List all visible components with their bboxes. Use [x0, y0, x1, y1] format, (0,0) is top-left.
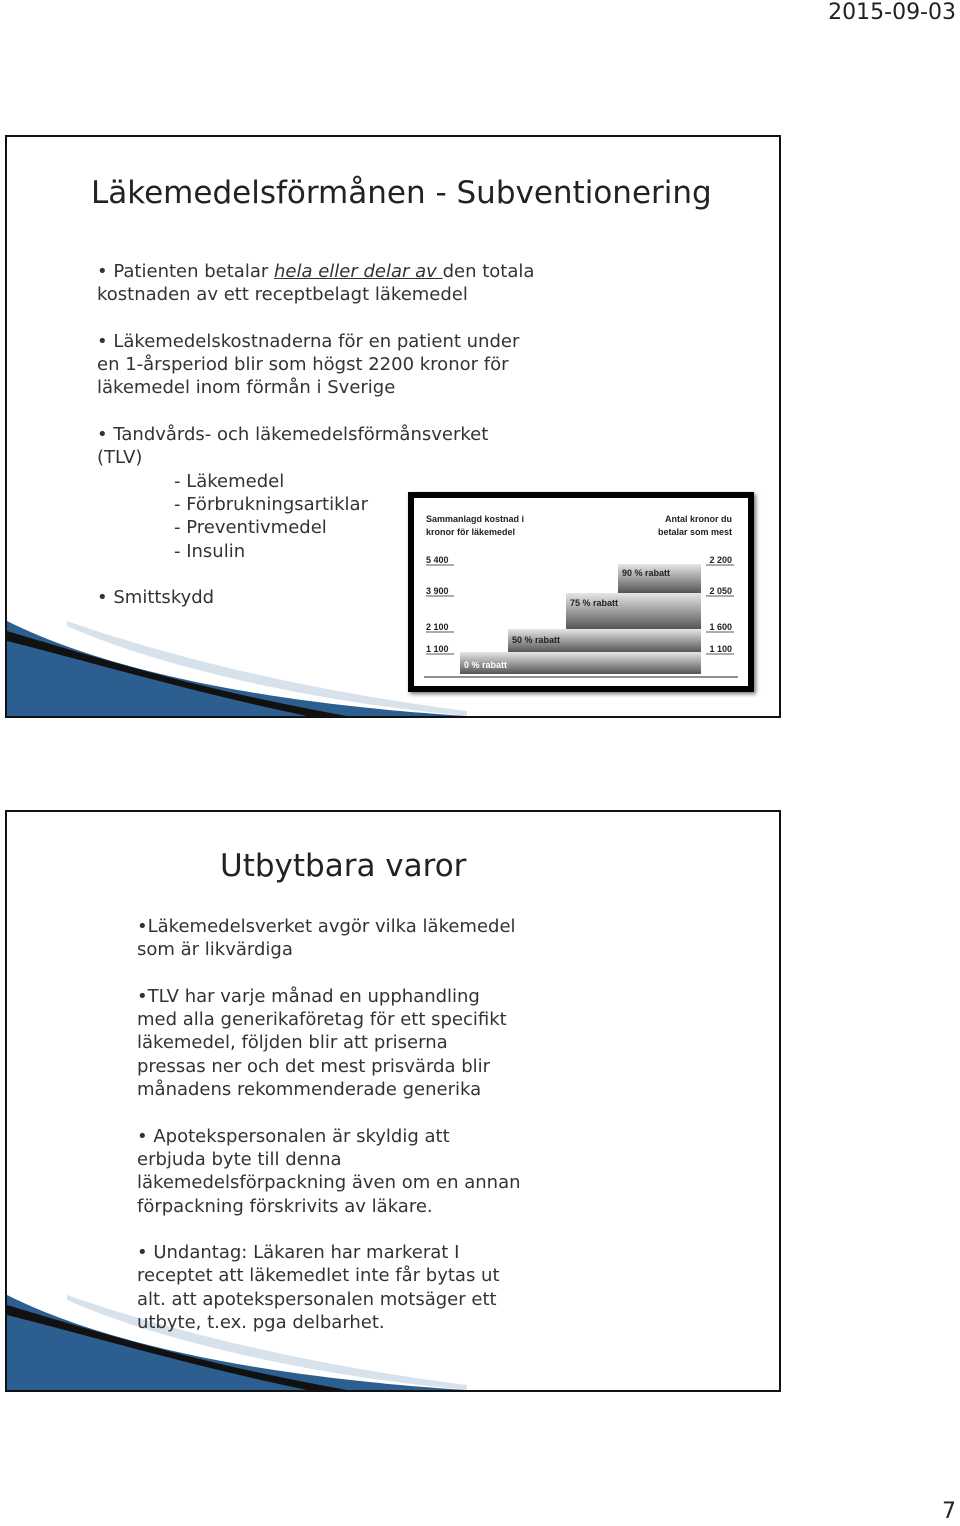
bullet-text-line: (TLV) — [97, 447, 143, 469]
bullet-text-line: läkemedel inom förmån i Sverige — [97, 377, 396, 399]
emphasis-text: hela eller delar av — [273, 261, 443, 282]
chart-right-tick: 2 050 — [709, 586, 732, 596]
bullet-text: Smittskydd — [113, 587, 215, 609]
slide-title: Läkemedelsförmånen - Subventionering — [91, 175, 712, 211]
paragraph-line: som är likvärdiga — [137, 939, 293, 961]
chart-left-tick: 1 100 — [426, 644, 449, 654]
chart-category-label: 50 % rabatt — [512, 635, 561, 645]
bullet-item — [97, 260, 567, 283]
slide-2 — [5, 810, 781, 1392]
discount-chart-svg — [414, 498, 748, 686]
paragraph-line: förpackning förskrivits av läkare. — [137, 1195, 433, 1217]
paragraph-line: läkemedel, följden blir att priserna — [137, 1032, 448, 1054]
paragraph-line: läkemedelsförpackning även om en annan — [137, 1172, 521, 1194]
paragraph-line: erbjuda byte till denna — [137, 1148, 342, 1170]
bullet-item — [97, 330, 567, 353]
page-number: 7 — [942, 1499, 956, 1524]
chart-title-right: Antal kronor du — [665, 514, 732, 524]
discount-chart — [408, 492, 754, 692]
bullet-glyph: • — [97, 587, 108, 609]
bullet-glyph: • — [97, 330, 108, 352]
paragraph-line: • Apotekspersonalen är skyldig att — [137, 1125, 450, 1147]
sub-item: - Förbrukningsartiklar — [174, 493, 368, 515]
bullet-text: den totala — [442, 261, 535, 282]
slide-title: Utbytbara varor — [220, 848, 467, 884]
bullet-glyph: • — [97, 261, 108, 282]
chart-category-label: 0 % rabatt — [464, 660, 508, 670]
bullet-text: Läkemedelskostnaderna för en patient under — [113, 330, 520, 352]
chart-title-left: kronor för läkemedel — [426, 527, 516, 537]
paragraph-line: • Undantag: Läkaren har markerat I — [137, 1242, 460, 1264]
sub-item: - Preventivmedel — [174, 517, 327, 539]
bullet-glyph: • — [97, 424, 108, 446]
slide-body — [137, 915, 567, 1334]
slide-1 — [5, 135, 781, 718]
chart-title-left: Sammanlagd kostnad i — [426, 514, 525, 524]
bullet-text: Tandvårds- och läkemedelsförmånsverket — [113, 424, 489, 446]
chart-right-tick: 2 200 — [709, 555, 732, 565]
bullet-text-line: en 1-årsperiod blir som högst 2200 kronor för — [97, 354, 509, 376]
header-date: 2015-09-03 — [828, 0, 956, 25]
chart-left-tick: 2 100 — [426, 622, 449, 632]
chart-category-label: 75 % rabatt — [570, 598, 619, 608]
sub-item: - Läkemedel — [174, 470, 285, 492]
paragraph-line: pressas ner och det mest prisvärda blir — [137, 1055, 491, 1077]
chart-right-tick: 1 600 — [709, 622, 732, 632]
paragraph-line: •Läkemedelsverket avgör vilka läkemedel — [137, 916, 516, 937]
chart-right-tick: 1 100 — [709, 644, 732, 654]
corner-swoosh-decoration — [7, 621, 467, 716]
chart-left-tick: 3 900 — [426, 586, 449, 596]
chart-category-label: 90 % rabatt — [622, 568, 671, 578]
bullet-text-line: kostnaden av ett receptbelagt läkemedel — [97, 284, 468, 306]
chart-left-tick: 5 400 — [426, 555, 449, 565]
bullet-text: Patienten betalar — [113, 261, 274, 282]
sub-item: - Insulin — [174, 540, 246, 562]
paragraph-line: alt. att apotekspersonalen motsäger ett — [137, 1288, 497, 1310]
bullet-item — [97, 423, 567, 446]
paragraph-line: med alla generikaföretag för ett specifikt — [137, 1009, 507, 1031]
paragraph-line: utbyte, t.ex. pga delbarhet. — [137, 1312, 385, 1334]
paragraph-line: receptet att läkemedlet inte får bytas ut — [137, 1265, 500, 1287]
chart-title-right: betalar som mest — [657, 527, 732, 537]
paragraph-line: •TLV har varje månad en upphandling — [137, 985, 480, 1007]
paragraph-line: månadens rekommenderade generika — [137, 1079, 482, 1101]
